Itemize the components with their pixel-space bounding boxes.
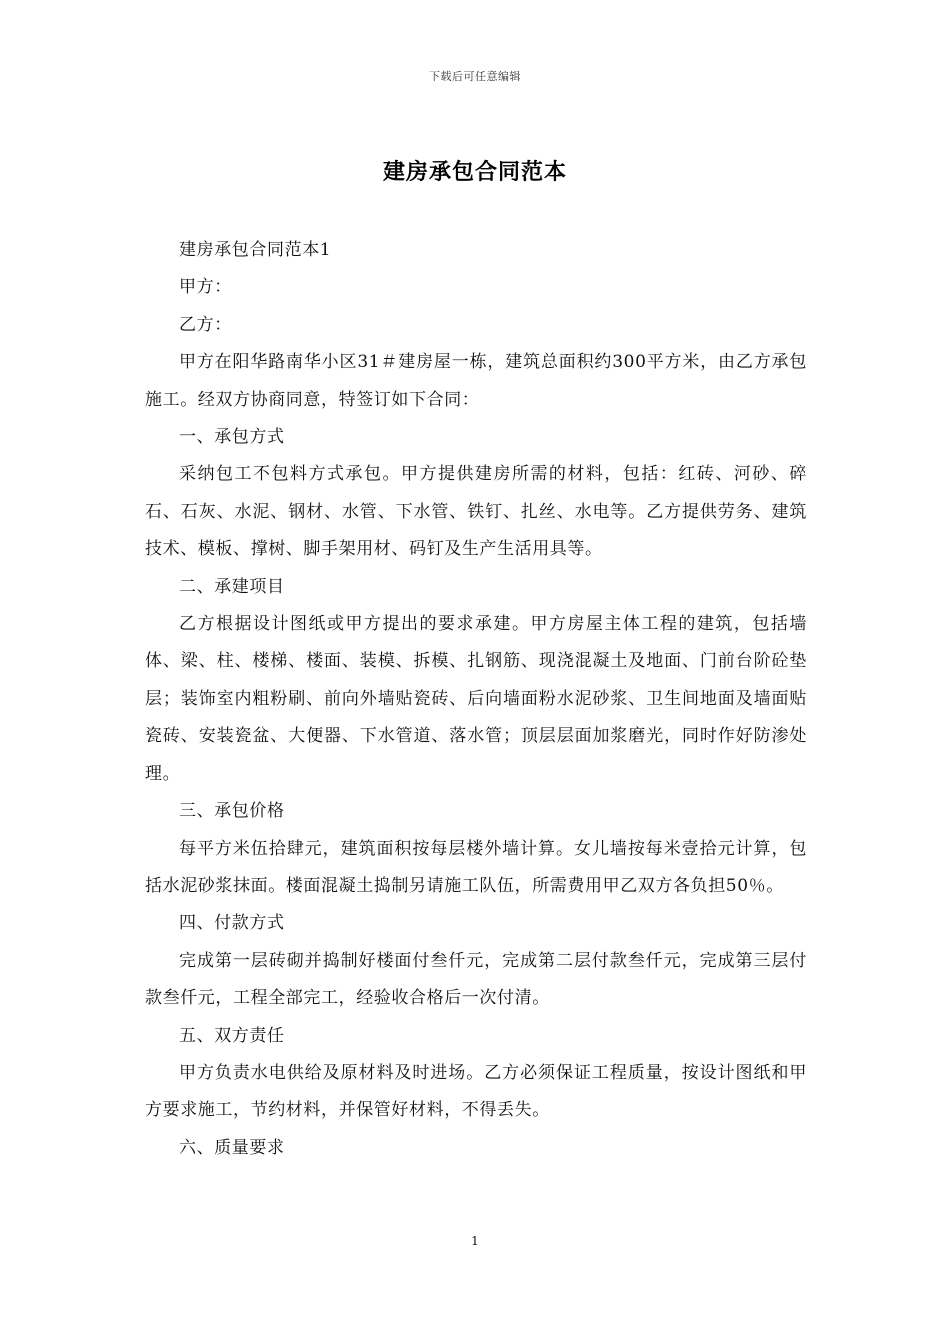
document-body: [145, 232, 807, 1167]
section-heading-6: 六、质量要求: [179, 1137, 285, 1158]
paragraph-contract-subtitle: 建房承包合同范本1: [179, 240, 332, 260]
section-heading-1: 一、承包方式: [179, 427, 285, 448]
paragraph-section-4: 完成第一层砖砌并捣制好楼面付叁仟元，完成第二层付款叁仟元，完成第三层付款叁仟元，工程全部完工，经验收合格后一次付清。: [145, 950, 807, 1009]
paragraph-section-3: 每平方米伍拾肆元，建筑面积按每层楼外墙计算。女儿墙按每米壹拾元计算，包括水泥砂浆抹面。楼面混凝土捣制另请施工队伍，所需费用甲乙双方各负担50％。: [145, 838, 807, 896]
section-heading-4: 四、付款方式: [179, 913, 285, 934]
document-title: 建房承包合同范本: [382, 159, 567, 185]
section-heading-2: 二、承建项目: [179, 576, 285, 597]
header-note: 下载后可任意编辑: [429, 70, 521, 83]
paragraph-party-a: 甲方：: [179, 277, 232, 298]
paragraph-intro: 甲方在阳华路南华小区31＃建房屋一栋，建筑总面积约300平方米，由乙方承包施工。经双方协商同意，特签订如下合同：: [145, 352, 807, 410]
page-number: 1: [471, 1234, 479, 1248]
paragraph-section-1: 采纳包工不包料方式承包。甲方提供建房所需的材料，包括：红砖、河砂、碎石、石灰、水泥、钢材、水管、下水管、铁钉、扎丝、水电等。乙方提供劳务、建筑技术、模板、撑树、脚手架用材、码钉及生产生活用具等。: [145, 464, 807, 560]
paragraph-party-b: 乙方：: [179, 314, 232, 335]
section-heading-3: 三、承包价格: [179, 801, 285, 822]
paragraph-section-5: 甲方负责水电供给及原材料及时进场。乙方必须保证工程质量，按设计图纸和甲方要求施工，节约材料，并保管好材料，不得丢失。: [145, 1062, 807, 1121]
section-heading-5: 五、双方责任: [179, 1025, 285, 1046]
paragraph-section-2: 乙方根据设计图纸或甲方提出的要求承建。甲方房屋主体工程的建筑，包括墙体、梁、柱、楼梯、楼面、装模、拆模、扎钢筋、现浇混凝土及地面、门前台阶砼垫层；装饰室内粗粉刷、前向外墙贴瓷砖、后向墙面粉水泥砂浆、卫生间地面及墙面贴瓷砖、安装瓷盆、大便器、下水管道、落水管；顶层层面加浆磨光，同时作好防渗处理。: [145, 614, 807, 784]
